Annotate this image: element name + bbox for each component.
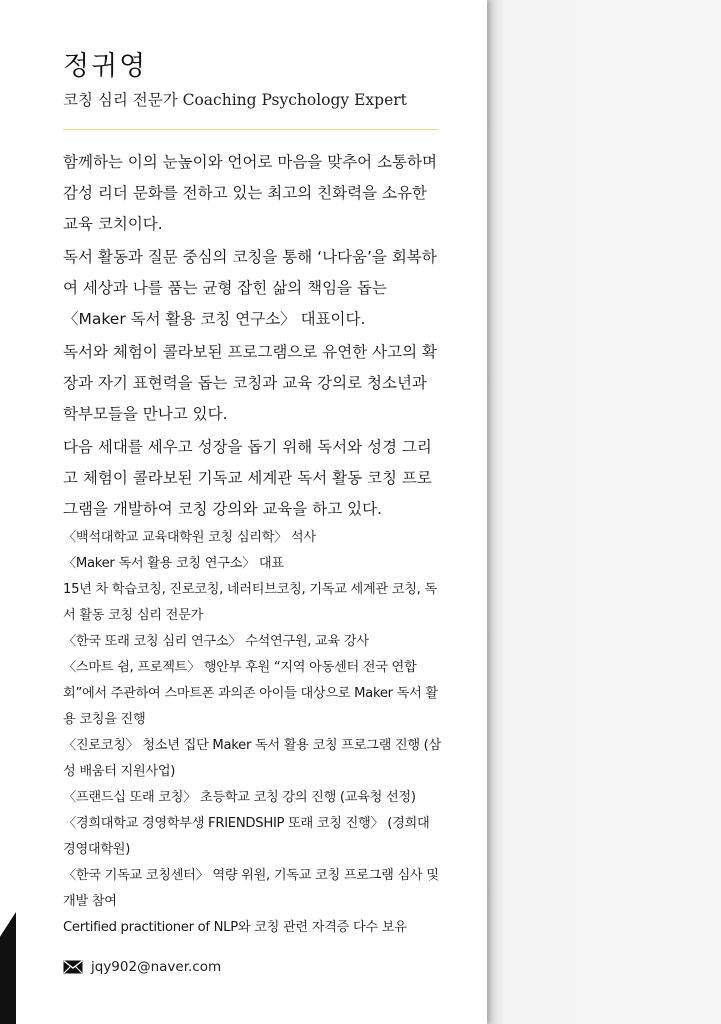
contact-email-row <box>63 955 221 979</box>
credential-item: 〈Maker 독서 활용 코칭 연구소〉 대표 <box>63 556 284 571</box>
credential-item: 〈한국 또래 코칭 심리 연구소〉 수석연구원, 교육 강사 <box>63 634 369 649</box>
divider-rule <box>63 129 438 130</box>
bio-paragraph: 독서와 체험이 콜라보된 프로그램으로 유연한 사고의 확장과 자기 표현력을 돕는 코칭과 교육 강의로 청소년과 학부모들을 만나고 있다. <box>63 343 437 423</box>
bio-paragraph: 독서 활동과 질문 중심의 코칭을 통해 ‘나다움’을 회복하여 세상과 나를 품는 균형 잡힌 삶의 책임을 돕는 〈Maker 독서 활용 코칭 연구소〉 대표이다. <box>63 248 437 328</box>
credential-item: 〈한국 기독교 코칭센터〉 역량 위원, 기독교 코칭 프로그램 심사 및 개발 참여 <box>63 868 439 909</box>
credential-item: 〈스마트 쉼, 프로젝트〉 행안부 후원 “지역 아동센터 전국 연합회”에서 주관하여 스마트폰 과의존 아이들 대상으로 Maker 독서 활용 코칭을 진행 <box>63 660 438 727</box>
bio-paragraph: 다음 세대를 세우고 성장을 돕기 위해 독서와 성경 그리고 체험이 콜라보된 기독교 세계관 독서 활동 코칭 프로그램을 개발하여 코칭 강의와 교육을 하고 있다. <box>63 438 432 518</box>
email-address[interactable]: jqy902@naver.com <box>91 959 222 975</box>
page-edge-shadow <box>487 0 721 1024</box>
credential-item: 〈백석대학교 교육대학원 코칭 심리학〉 석사 <box>63 530 316 545</box>
credentials-list <box>63 525 441 941</box>
author-name: 정귀영 <box>63 51 148 82</box>
bio-section <box>63 147 441 527</box>
credential-item: 15년 차 학습코칭, 진로코칭, 네러티브코칭, 기독교 세계관 코칭, 독서 활동 코칭 심리 전문가 <box>63 582 437 623</box>
bio-paragraph: 함께하는 이의 눈높이와 언어로 마음을 맞추어 소통하며 감성 리더 문화를 전하고 있는 최고의 친화력을 소유한 교육 코치이다. <box>63 153 437 233</box>
envelope-icon <box>63 960 83 974</box>
credential-item: 〈프랜드십 또래 코칭〉 초등학교 코칭 강의 진행 (교육청 선정) <box>63 790 416 805</box>
credential-item: 〈진로코칭〉 청소년 집단 Maker 독서 활용 코칭 프로그램 진행 (삼성 배움터 지원사업) <box>63 738 441 779</box>
credential-item: Certified practitioner of NLP와 코칭 관련 자격증 다수 보유 <box>63 920 407 935</box>
credential-item: 〈경희대학교 경영학부생 FRIENDSHIP 또래 코칭 진행〉 (경희대 경영대학원) <box>63 816 430 857</box>
author-subtitle: 코칭 심리 전문가 Coaching Psychology Expert <box>63 91 407 109</box>
